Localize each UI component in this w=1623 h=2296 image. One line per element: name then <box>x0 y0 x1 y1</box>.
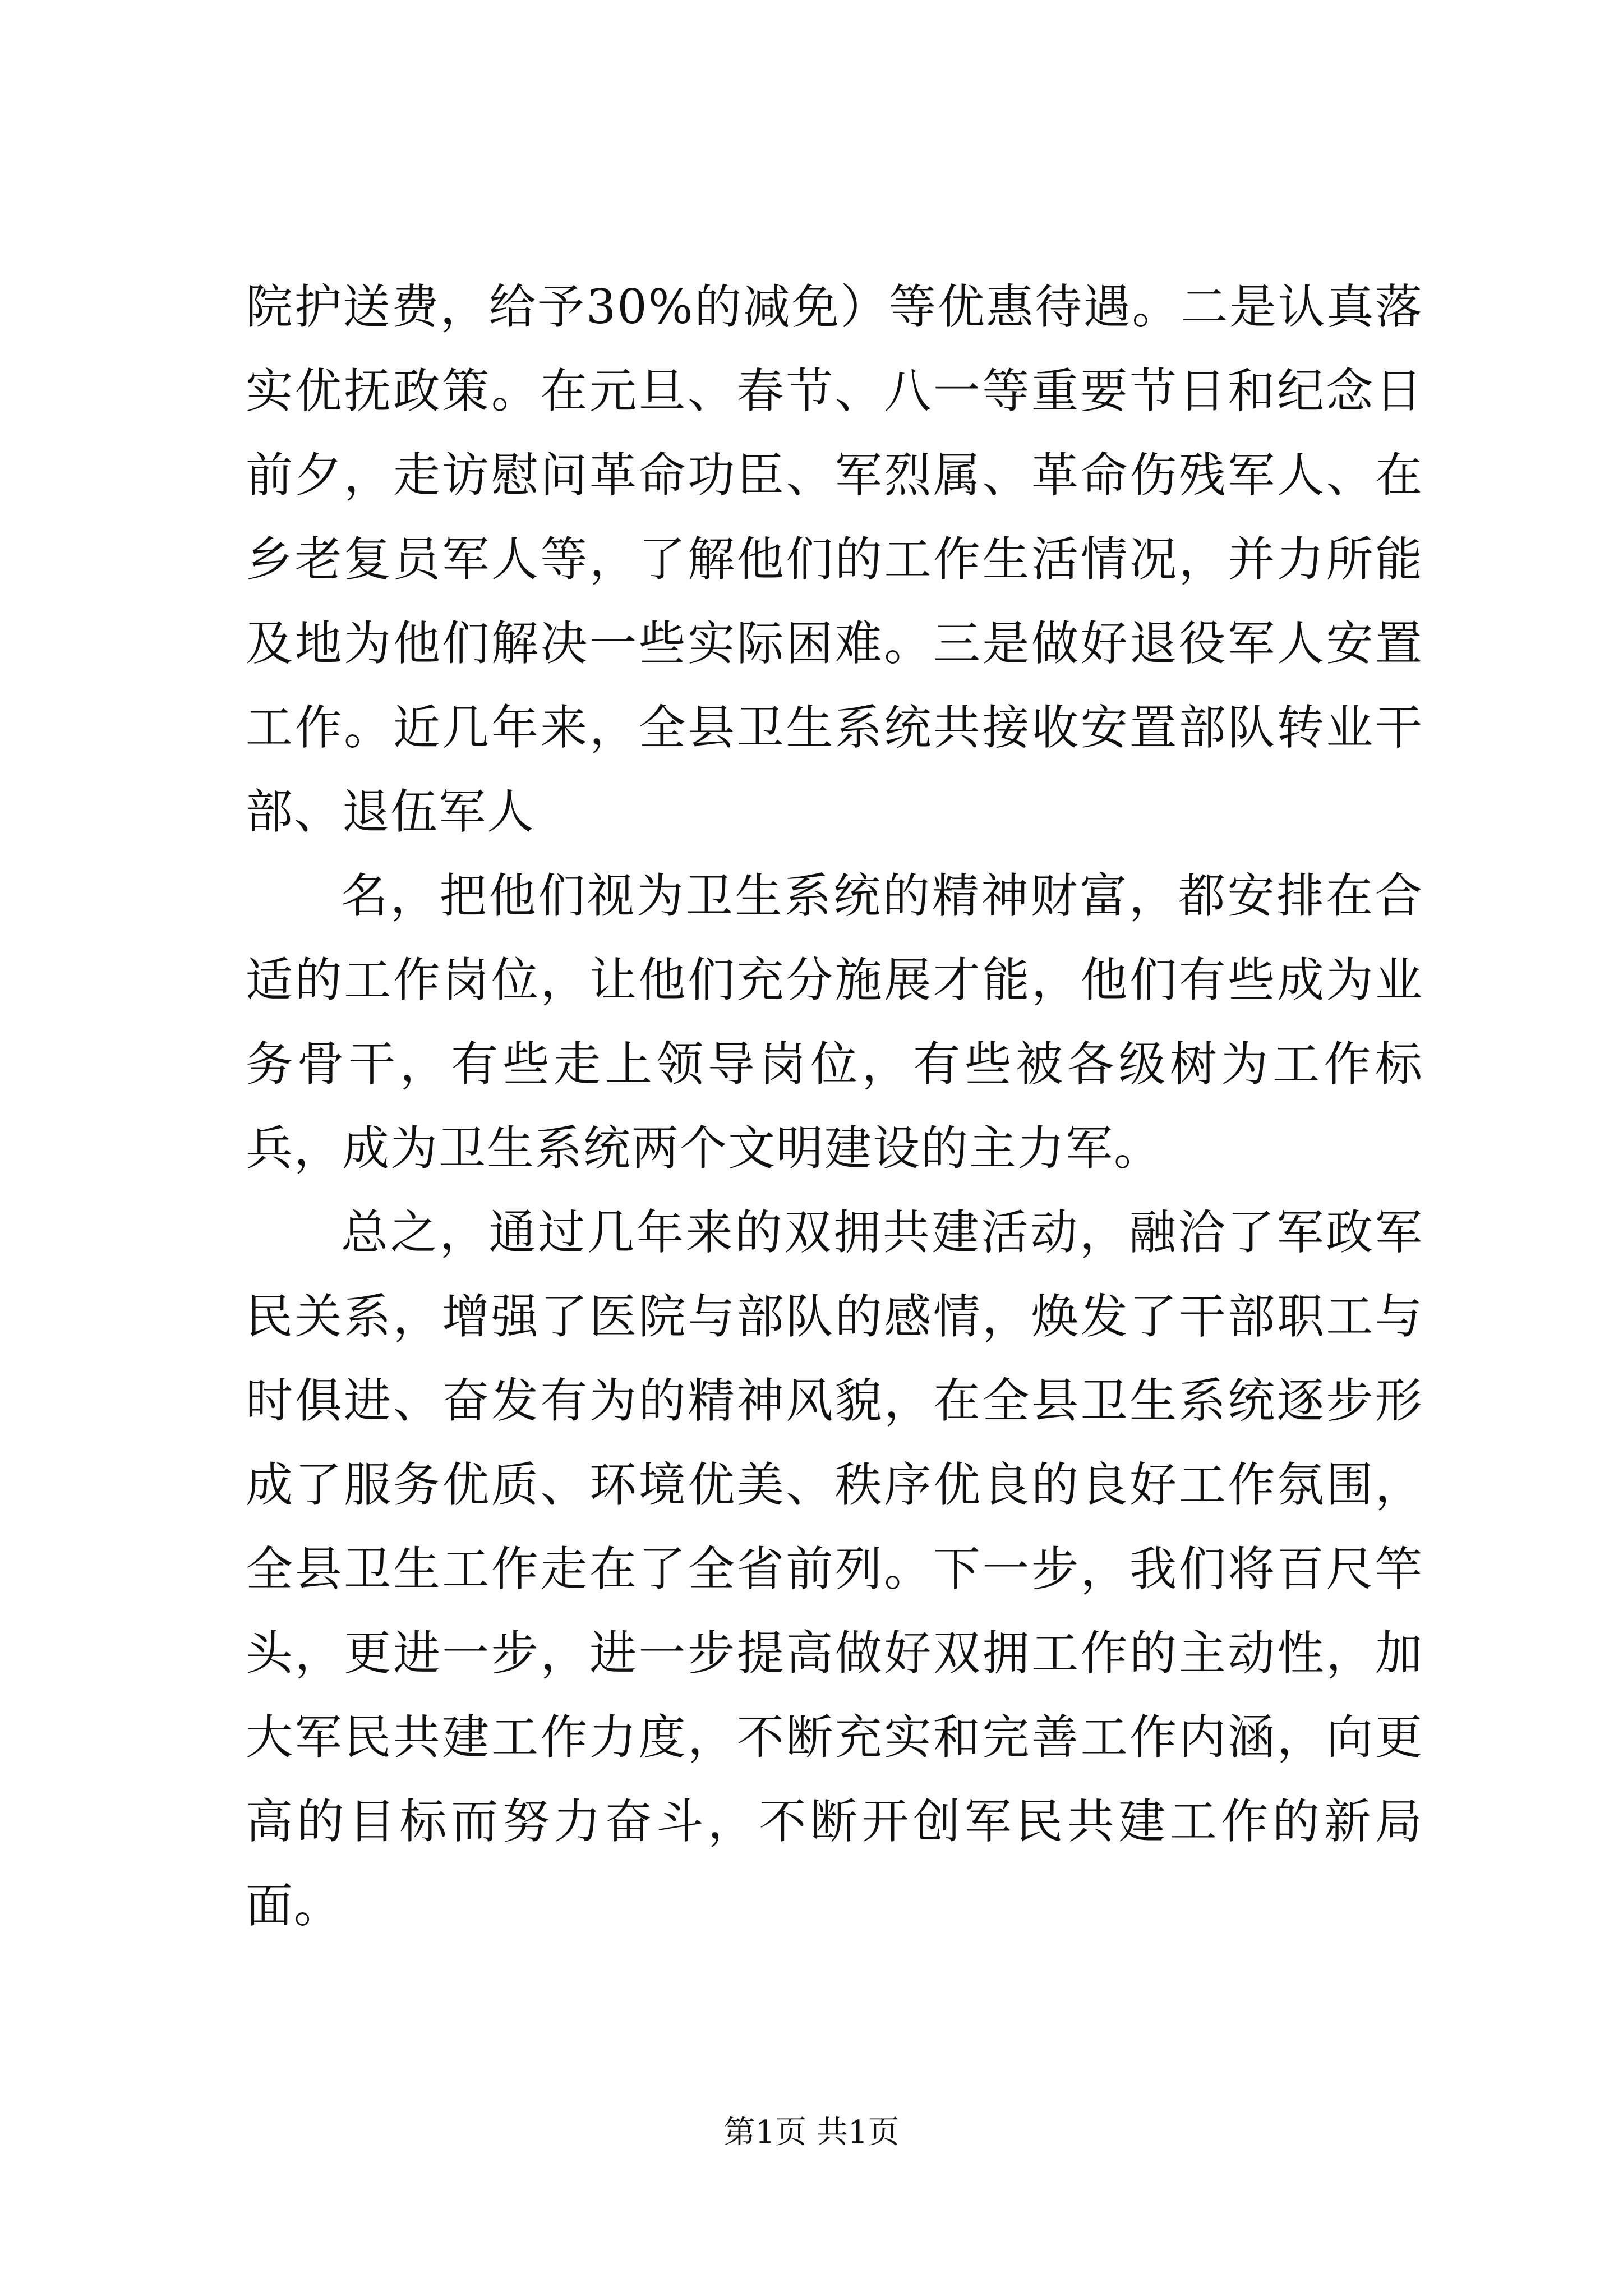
document-body <box>246 265 1423 1948</box>
paragraph-1: 院护送费，给予30%的减免）等优惠待遇。二是认真落实优抚政策。在元旦、春节、八一等重要节日和纪念日前夕，走访慰问革命功臣、军烈属、革命伤残军人、在乡老复员军人等，了解他们的工作生活情况，并力所能及地为他们解决一些实际困难。三是做好退役军人安置工作。近几年来，全县卫生系统共接收安置部队转业干部、退伍军人 <box>246 279 1423 839</box>
paragraph-2: 名，把他们视为卫生系统的精神财富，都安排在合适的工作岗位，让他们充分施展才能，他们有些成为业务骨干，有些走上领导岗位，有些被各级树为工作标兵，成为卫生系统两个文明建设的主力军。 <box>246 868 1423 1176</box>
page-number-footer: 第1页 共1页 <box>723 2114 900 2151</box>
paragraph-3: 总之，通过几年来的双拥共建活动，融洽了军政军民关系，增强了医院与部队的感情，焕发了干部职工与时俱进、奋发有为的精神风貌，在全县卫生系统逐步形成了服务优质、环境优美、秩序优良的良好工作氛围，全县卫生工作走在了全省前列。下一步，我们将百尺竿头，更进一步，进一步提高做好双拥工作的主动性，加大军民共建工作力度，不断充实和完善工作内涵，向更高的目标而努力奋斗，不断开创军民共建工作的新局面。 <box>246 1205 1423 1933</box>
